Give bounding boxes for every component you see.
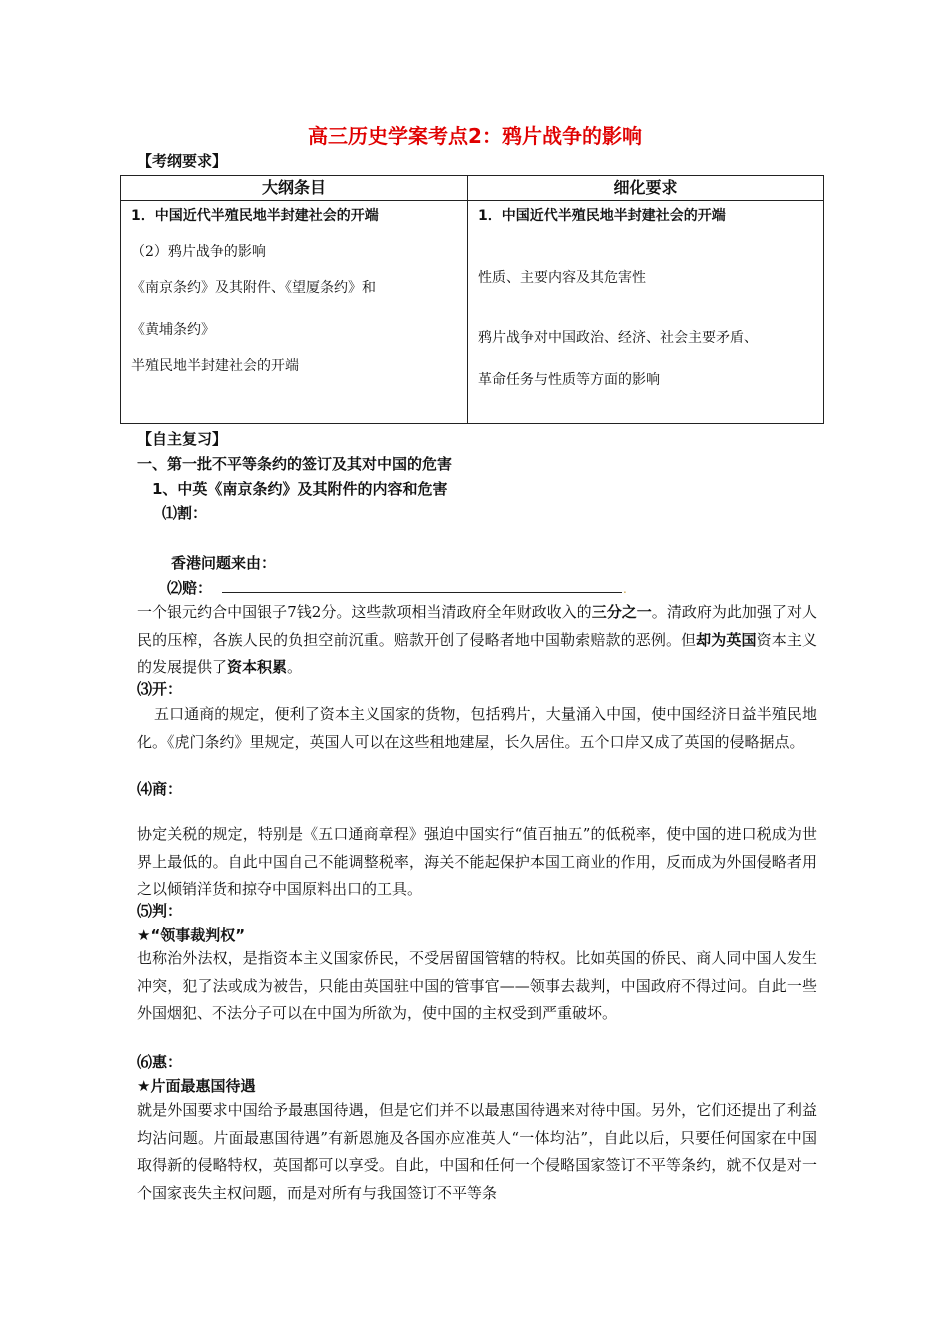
col-header-outline-items: 大纲条目 (121, 176, 468, 201)
item-cession: ⑴割： (162, 504, 208, 522)
item-indemnity: ⑵赔： (167, 579, 213, 597)
hongkong-origin-label: 香港问题来由： (171, 554, 277, 572)
outline-left-line: 1．中国近代半殖民地半封建社会的开端 (131, 208, 379, 224)
outline-right-line: 1．中国近代半殖民地半封建社会的开端 (478, 208, 726, 224)
emphasis-text: 资本积累 (227, 658, 288, 676)
section-heading: 一、第一批不平等条约的签订及其对中国的危害 (137, 455, 453, 473)
outline-right-line: 革命任务与性质等方面的影响 (478, 372, 660, 388)
subsection-heading: 1、中英《南京条约》及其附件的内容和危害 (152, 480, 448, 498)
text: 。清政府为此加强了对人民的压榨，各族人民的负担空前沉重。赔款开创了侵略者地中国勒索赔款的恶例。但 (137, 603, 817, 649)
page-title: 高三历史学案考点2：鸦片战争的影响 (308, 124, 642, 148)
item-most-favored: ⑹惠： (137, 1053, 183, 1071)
paragraph-opening-ports: 五口通商的规定，便利了资本主义国家的货物，包括鸦片，大量涌入中国，使中国经济日益半殖民地化。《虎门条约》里规定，英国人可以在这些租地建屋，长久居住。五个口岸又成了英国的侵略据点。 (137, 705, 817, 751)
review-heading: 【自主复习】 (137, 430, 228, 448)
outline-right-cell (468, 201, 824, 424)
outline-heading: 【考纲要求】 (137, 152, 228, 170)
outline-left-line: 《黄埔条约》 (131, 322, 215, 338)
outline-left-cell (121, 201, 468, 424)
item-jurisdiction: ⑸判： (137, 902, 183, 920)
text: 一个银元约合中国银子7钱2分。这些款项相当清政府全年财政收入的 (137, 603, 592, 621)
paragraph-trade: 协定关税的规定，特别是《五口通商章程》强迫中国实行“值百抽五”的低税率，使中国的进口税成为世界上最低的。自此中国自己不能调整税率，海关不能起保护本国工商业的作用，反而成为外国侵略者用之以倾销洋货和掠夺中国原料出口的工具。 (137, 825, 817, 898)
text: 资本主义的发展提供了 (137, 630, 817, 676)
paragraph-most-favored: 就是外国要求中国给予最惠国待遇，但是它们并不以最惠国待遇来对待中国。另外，它们还提出了利益均沾问题。片面最惠国待遇”有新恩施及各国亦应准英人“一体均沾”，自此以后，只要任何国家在中国取得新的侵略特权，英国都可以享受。自此，中国和任何一个侵略国家签订不平等条约，就不仅是对一个国家丧失主权问题，而是对所有与我国签订不平等条 (137, 1101, 817, 1202)
blank-end-mark: . (623, 582, 627, 596)
text: 。 (287, 658, 303, 676)
outline-table (120, 175, 824, 424)
emphasis-text: 却为英国 (696, 630, 757, 649)
paragraph-jurisdiction: 也称治外法权，是指资本主义国家侨民，不受居留国管辖的特权。比如英国的侨民、商人同中国人发生冲突，犯了法或成为被告，只能由英国驻中国的管事官——领事去裁判，中国政府不得过问。自此一些外国烟犯、不法分子可以在中国为所欲为，使中国的主权受到严重破坏。 (137, 949, 817, 1022)
item-trade: ⑷商： (137, 780, 183, 798)
star-most-favored-nation: ★片面最惠国待遇 (137, 1077, 256, 1095)
paragraph-indemnity (137, 599, 817, 682)
outline-right-line: 鸦片战争对中国政治、经济、社会主要矛盾、 (478, 330, 758, 346)
outline-header-row (121, 176, 824, 201)
fill-in-blank-line (222, 592, 622, 593)
outline-left-line: （2）鸦片战争的影响 (131, 244, 266, 260)
col-header-detailed-requirements: 细化要求 (468, 176, 824, 201)
emphasis-text: 三分之一 (591, 603, 652, 621)
outline-left-line: 半殖民地半封建社会的开端 (131, 358, 299, 374)
outline-left-line: 《南京条约》及其附件、《望厦条约》和 (131, 280, 376, 296)
outline-right-line: 性质、主要内容及其危害性 (478, 270, 646, 286)
item-opening-ports: ⑶开： (137, 680, 183, 698)
outline-content-row (121, 201, 824, 424)
star-consular-jurisdiction: ★“领事裁判权” (137, 926, 246, 944)
